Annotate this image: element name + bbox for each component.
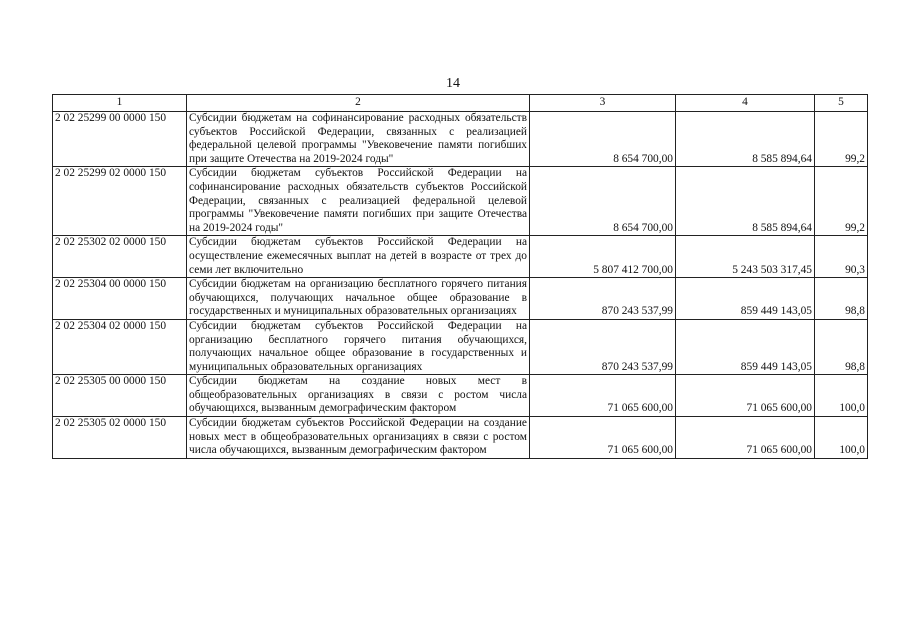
table-row — [53, 319, 868, 374]
actual-amount: 71 065 600,00 — [676, 375, 815, 417]
budget-code: 2 02 25299 02 0000 150 — [53, 167, 187, 236]
table-row — [53, 167, 868, 236]
execution-percent: 100,0 — [815, 375, 868, 417]
table-row — [53, 112, 868, 167]
item-name: Субсидии бюджетам на организацию бесплатного горячего питания обучающихся, получающих начальное общее образование в государственных и муниципальных образовательных организациях — [187, 278, 530, 320]
budget-code: 2 02 25302 02 0000 150 — [53, 236, 187, 278]
planned-amount: 870 243 537,99 — [530, 319, 676, 374]
page-number: 14 — [446, 76, 460, 91]
actual-amount: 5 243 503 317,45 — [676, 236, 815, 278]
item-name: Субсидии бюджетам субъектов Российской Федерации на софинансирование расходных обязательств субъектов Российской Федерации, связанных с реализацией федеральной целевой программы "Увековечение памяти погибших при защите Отечества на 2019-2024 годы" — [187, 167, 530, 236]
item-name: Субсидии бюджетам субъектов Российской Федерации на создание новых мест в общеобразовательных организациях в связи с ростом числа обучающихся, вызванным демографическим фактором — [187, 417, 530, 459]
execution-percent: 99,2 — [815, 167, 868, 236]
budget-code: 2 02 25304 02 0000 150 — [53, 319, 187, 374]
actual-amount: 8 585 894,64 — [676, 112, 815, 167]
execution-percent: 98,8 — [815, 278, 868, 320]
item-name: Субсидии бюджетам на создание новых мест в общеобразовательных организациях в связи с ростом числа обучающихся, вызванным демографическим фактором — [187, 375, 530, 417]
execution-percent: 98,8 — [815, 319, 868, 374]
actual-amount: 71 065 600,00 — [676, 417, 815, 459]
item-name: Субсидии бюджетам на софинансирование расходных обязательств субъектов Российской Федерации, связанных с реализацией федеральной целевой программы "Увековечение памяти погибших при защите Отечества на 2019-2024 годы" — [187, 112, 530, 167]
header-cell: 3 — [530, 95, 676, 112]
budget-code: 2 02 25305 02 0000 150 — [53, 417, 187, 459]
budget-table — [52, 94, 868, 459]
execution-percent: 99,2 — [815, 112, 868, 167]
header-cell: 4 — [676, 95, 815, 112]
table-row — [53, 236, 868, 278]
planned-amount: 870 243 537,99 — [530, 278, 676, 320]
table-row — [53, 375, 868, 417]
header-cell: 2 — [187, 95, 530, 112]
planned-amount: 71 065 600,00 — [530, 375, 676, 417]
planned-amount: 8 654 700,00 — [530, 167, 676, 236]
actual-amount: 859 449 143,05 — [676, 278, 815, 320]
planned-amount: 8 654 700,00 — [530, 112, 676, 167]
header-row — [53, 95, 868, 112]
actual-amount: 859 449 143,05 — [676, 319, 815, 374]
execution-percent: 100,0 — [815, 417, 868, 459]
planned-amount: 71 065 600,00 — [530, 417, 676, 459]
header-cell: 5 — [815, 95, 868, 112]
execution-percent: 90,3 — [815, 236, 868, 278]
item-name: Субсидии бюджетам субъектов Российской Федерации на организацию бесплатного горячего питания обучающихся, получающих начальное общее образование в государственных и муниципальных образовательных организациях — [187, 319, 530, 374]
budget-code: 2 02 25299 00 0000 150 — [53, 112, 187, 167]
item-name: Субсидии бюджетам субъектов Российской Федерации на осуществление ежемесячных выплат на детей в возрасте от трех до семи лет включительно — [187, 236, 530, 278]
header-cell: 1 — [53, 95, 187, 112]
budget-code: 2 02 25304 00 0000 150 — [53, 278, 187, 320]
table-row — [53, 278, 868, 320]
table-row — [53, 417, 868, 459]
actual-amount: 8 585 894,64 — [676, 167, 815, 236]
planned-amount: 5 807 412 700,00 — [530, 236, 676, 278]
budget-code: 2 02 25305 00 0000 150 — [53, 375, 187, 417]
